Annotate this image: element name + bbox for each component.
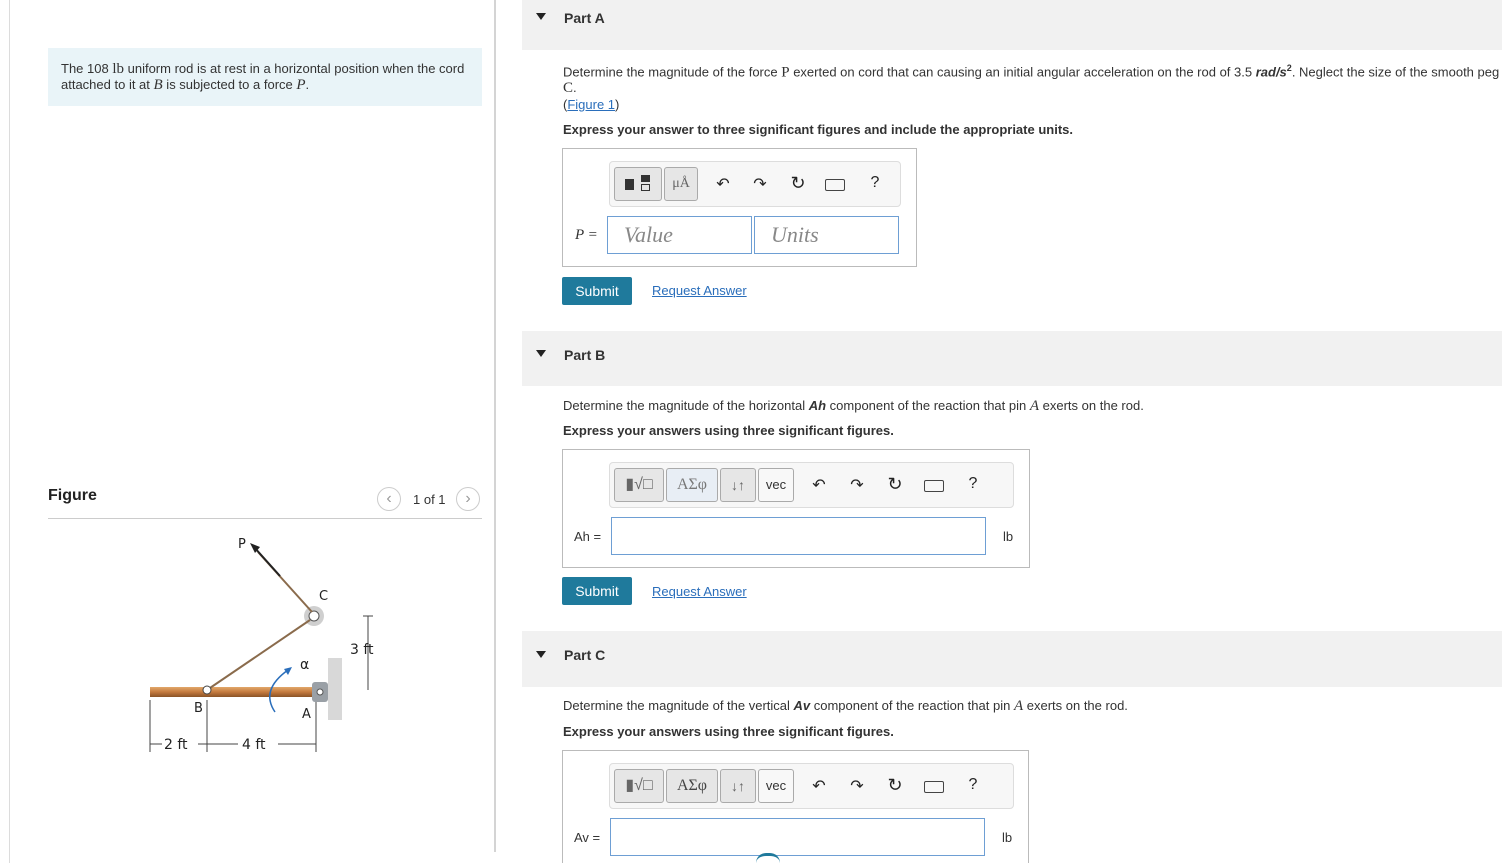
intro-text: attached to it at (61, 77, 154, 92)
av-unit: lb (1002, 830, 1013, 845)
redo-icon[interactable]: ↷ (753, 176, 767, 193)
prev-figure-button[interactable] (377, 487, 401, 511)
part-c-header[interactable] (522, 631, 1502, 687)
label-3ft: 3 ft (350, 642, 374, 658)
next-figure-button[interactable] (456, 487, 480, 511)
template-button[interactable] (614, 167, 662, 201)
part-b-question (563, 398, 1144, 415)
units-placeholder: Units (771, 222, 819, 247)
intro-text: is subjected to a force (162, 77, 297, 92)
part-b-toolbar (609, 462, 1014, 508)
units-button[interactable]: μÅ (664, 167, 698, 201)
reset-icon[interactable]: ↻ (790, 173, 806, 193)
chevron-right-icon: › (465, 490, 471, 507)
value-input[interactable] (607, 216, 752, 254)
undo-icon[interactable]: ↶ (812, 778, 826, 795)
ah-unit: lb (1003, 529, 1014, 544)
greek-button[interactable]: ΑΣφ (666, 769, 718, 803)
part-a-request-answer[interactable]: Request Answer (652, 283, 747, 298)
template-icon (623, 175, 653, 193)
q-text: component of the reaction that pin (810, 698, 1014, 713)
keyboard-icon[interactable] (924, 480, 944, 492)
label-b: B (194, 701, 203, 716)
p-label: P = (575, 227, 598, 243)
help-button[interactable]: ? (968, 475, 978, 492)
joint-b (203, 686, 211, 694)
force-arrow (254, 547, 280, 576)
intro-unit: lb (112, 61, 124, 77)
label-a: A (302, 707, 311, 722)
figure-link-line: (Figure 1) (563, 97, 620, 112)
q-var: Ah (808, 398, 827, 413)
q-text: . (573, 80, 577, 95)
keyboard-icon[interactable] (825, 179, 845, 191)
part-a-answer-box (562, 148, 917, 267)
intro-text: . (305, 77, 310, 92)
sqrt-template-button[interactable] (614, 769, 664, 803)
q-exponent: 2 (1286, 63, 1292, 73)
q-text: exerts on the rod. (1023, 698, 1128, 713)
rod (150, 687, 324, 697)
units-input[interactable] (754, 216, 899, 254)
panel-divider[interactable] (494, 0, 496, 852)
vec-button[interactable]: vec (758, 468, 794, 502)
figure-divider (48, 518, 482, 519)
ah-input-label: Ah = (574, 529, 602, 544)
label-alpha: α (300, 657, 310, 673)
part-b-instruction: Express your answers using three significant figures. (563, 423, 894, 438)
part-a-toolbar (609, 161, 901, 207)
q-var: Av (793, 698, 811, 713)
part-c-answer-box (562, 750, 1029, 863)
intro-force: P (296, 77, 306, 93)
part-a-submit-button[interactable]: Submit (562, 277, 632, 305)
caret-down-icon (536, 350, 546, 357)
q-text: component of the reaction that pin (826, 398, 1030, 413)
part-b-request-answer[interactable]: Request Answer (652, 584, 747, 599)
part-b-label: Part B (564, 347, 606, 363)
part-a-label: Part A (564, 10, 605, 26)
intro-text: The 108 (61, 61, 113, 76)
part-c-question (563, 698, 1128, 715)
label-2ft: 2 ft (164, 737, 188, 753)
reset-icon[interactable]: ↻ (887, 775, 903, 795)
cord-bc (207, 620, 310, 690)
av-input-label: Av = (574, 830, 601, 845)
undo-icon[interactable]: ↶ (812, 477, 826, 494)
help-button[interactable]: ? (968, 776, 978, 793)
sqrt-template-button[interactable] (614, 468, 664, 502)
part-b-submit-button[interactable]: Submit (562, 577, 632, 605)
caret-down-icon (536, 651, 546, 658)
redo-icon[interactable]: ↷ (850, 477, 864, 494)
left-border (9, 0, 10, 863)
help-button[interactable]: ? (870, 174, 880, 191)
part-b-answer-box (562, 449, 1030, 568)
undo-icon[interactable]: ↶ (716, 176, 730, 193)
q-text: Determine the magnitude of the force (563, 64, 782, 80)
part-c-instruction: Express your answers using three significant figures. (563, 724, 894, 739)
q-peg: C (563, 80, 574, 96)
q-unit: rad/s (1255, 64, 1287, 80)
q-text: exerted on cord that can causing an initial angular acceleration on the rod of 3.5 (789, 64, 1256, 80)
av-input[interactable] (610, 818, 985, 856)
part-c-toolbar (609, 763, 1014, 809)
peg-c (309, 611, 319, 621)
q-force: P (781, 64, 790, 81)
caret-down-icon (536, 13, 546, 20)
wall (328, 658, 342, 720)
intro-text: uniform rod is at rest in a horizontal position when the cord (124, 61, 465, 76)
sort-button[interactable]: ↓↑ (720, 468, 756, 502)
greek-button[interactable]: ΑΣφ (666, 468, 718, 502)
q-text: . Neglect the size of the smooth peg (1291, 64, 1500, 80)
part-c-label: Part C (564, 647, 606, 663)
label-4ft: 4 ft (242, 737, 266, 753)
intro-var: B (153, 77, 163, 93)
label-c: C (319, 589, 329, 604)
part-a-question-line2 (563, 80, 577, 97)
part-b-header[interactable] (522, 331, 1502, 386)
ah-input[interactable] (611, 517, 986, 555)
part-a-question (563, 63, 1499, 81)
sqrt-icon: ▮√□ (625, 777, 653, 794)
chevron-left-icon: ‹ (386, 490, 392, 507)
q-text: Determine the magnitude of the horizontal (563, 398, 809, 413)
keyboard-icon[interactable] (924, 781, 944, 793)
sort-button[interactable]: ↓↑ (720, 769, 756, 803)
pin-a (317, 689, 323, 695)
alpha-arrowhead (284, 667, 292, 675)
figure-page-indicator: 1 of 1 (413, 492, 446, 507)
sqrt-icon: ▮√□ (625, 476, 653, 493)
loading-icon (756, 853, 780, 863)
q-pin: A (1013, 698, 1024, 714)
reset-icon[interactable]: ↻ (887, 474, 903, 494)
label-p: P (238, 537, 246, 552)
p-input-label (575, 226, 598, 244)
problem-statement (48, 48, 482, 106)
q-pin: A (1029, 398, 1040, 414)
q-text: exerts on the rod. (1039, 398, 1144, 413)
figure-link[interactable]: Figure 1 (567, 97, 616, 112)
part-a-instruction: Express your answer to three significant figures and include the appropriate units. (563, 122, 1073, 137)
q-text: Determine the magnitude of the vertical (563, 698, 794, 713)
part-a-header[interactable] (522, 0, 1502, 50)
rod-diagram (130, 530, 400, 760)
vec-button[interactable]: vec (758, 769, 794, 803)
value-placeholder: Value (624, 222, 673, 247)
redo-icon[interactable]: ↷ (850, 778, 864, 795)
figure-title: Figure (48, 487, 97, 504)
